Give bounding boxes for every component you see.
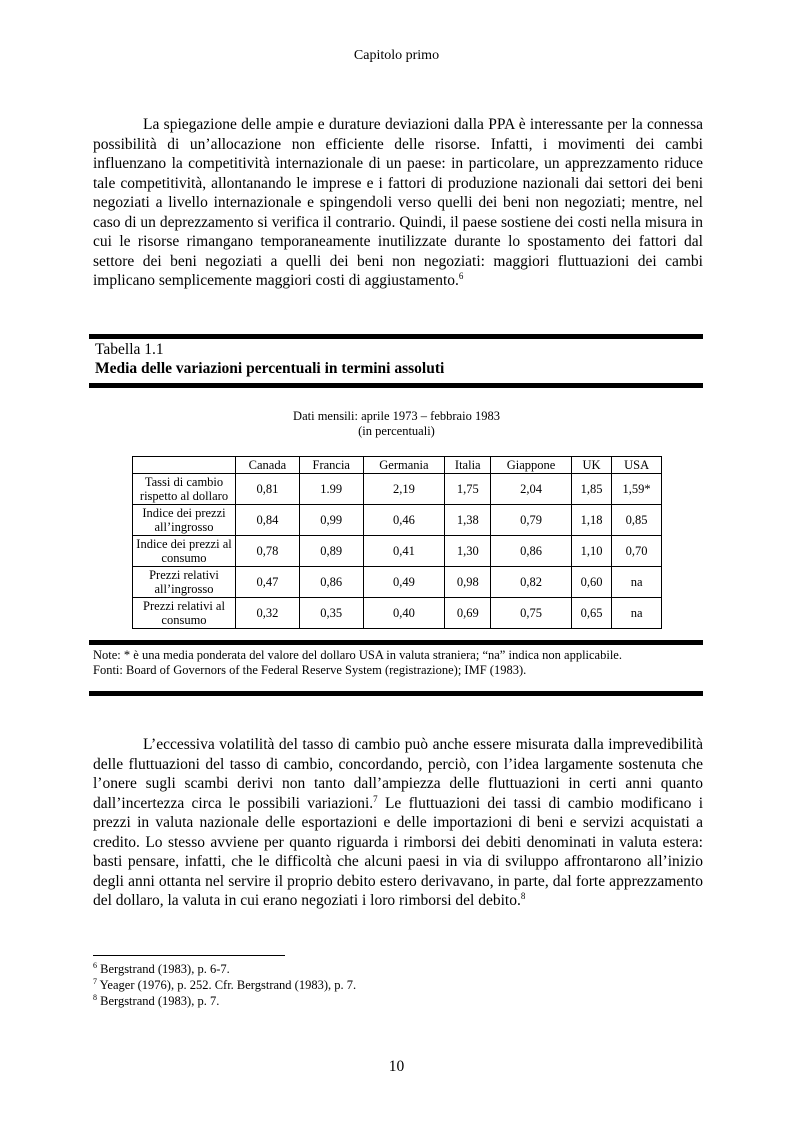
table-row bbox=[133, 536, 662, 567]
footnote-num: 6 bbox=[93, 960, 97, 970]
row-label: Prezzi relativi all’ingrosso bbox=[133, 567, 236, 598]
data-table bbox=[132, 456, 662, 629]
page-number: 10 bbox=[388, 1058, 405, 1075]
footnote-7 bbox=[93, 978, 356, 993]
table-cell: 2,04 bbox=[491, 474, 572, 505]
table-cell: 2,19 bbox=[363, 474, 445, 505]
running-header: Capitolo primo bbox=[353, 48, 440, 63]
table-cell: 0,46 bbox=[363, 505, 445, 536]
table-cell: 0,85 bbox=[612, 505, 662, 536]
table-bottom-rule bbox=[89, 640, 703, 645]
row-label: Indice dei prezzi al consumo bbox=[133, 536, 236, 567]
table-cell: 0,41 bbox=[363, 536, 445, 567]
table-cell: 0,70 bbox=[612, 536, 662, 567]
table-row bbox=[133, 567, 662, 598]
table-cell: na bbox=[612, 567, 662, 598]
table-cell: 0,35 bbox=[299, 598, 363, 629]
col-header-canada: Canada bbox=[236, 457, 300, 474]
table-cell: 0,75 bbox=[491, 598, 572, 629]
table-cell: 1,85 bbox=[571, 474, 611, 505]
table-cell: 1,10 bbox=[571, 536, 611, 567]
table-number: Tabella 1.1 bbox=[95, 341, 164, 358]
row-label: Tassi di cambio rispetto al dollaro bbox=[133, 474, 236, 505]
paragraph-1 bbox=[93, 115, 703, 291]
table-cell: 0,84 bbox=[236, 505, 300, 536]
footnote-text: Yeager (1976), p. 252. Cfr. Bergstrand (1983), p. 7. bbox=[97, 978, 357, 992]
table-cell: 0,82 bbox=[491, 567, 572, 598]
table-row bbox=[133, 474, 662, 505]
table-title: Media delle variazioni percentuali in termini assoluti bbox=[95, 360, 445, 377]
row-label: Prezzi relativi al consumo bbox=[133, 598, 236, 629]
table-cell: 0,86 bbox=[299, 567, 363, 598]
table-cell: 0,99 bbox=[299, 505, 363, 536]
table-header-row bbox=[133, 457, 662, 474]
table-note: Note: * è una media ponderata del valore del dollaro USA in valuta straniera; “na” indica non applicabile. bbox=[93, 648, 622, 662]
col-header-italia: Italia bbox=[445, 457, 491, 474]
table-cell: 0,60 bbox=[571, 567, 611, 598]
table-cell: 0,78 bbox=[236, 536, 300, 567]
table-cell: 0,69 bbox=[445, 598, 491, 629]
table-cell: 0,49 bbox=[363, 567, 445, 598]
col-header-usa: USA bbox=[612, 457, 662, 474]
table-caption-period: Dati mensili: aprile 1973 – febbraio 1983 bbox=[293, 409, 500, 423]
table-cell: 1,38 bbox=[445, 505, 491, 536]
table-cell: 0,89 bbox=[299, 536, 363, 567]
table-top-rule bbox=[89, 334, 703, 339]
table-cell: na bbox=[612, 598, 662, 629]
footnote-ref-6: 6 bbox=[458, 270, 464, 281]
paragraph-1-text: La spiegazione delle ampie e durature deviazioni dalla PPA è interessante per la connessa possibilità di un’allocazione non efficiente delle risorse. Infatti, i movimenti dei cambi influenzano la competitività internazionale di un paese: in particolare, un apprezzamento riduce tale competitività, allontanando le imprese e i fattori di produzione nazionali dai settori dei beni negoziati a livello internazionale e spingendoli verso quelli dei beni non negoziati; mentre, nel caso di un deprezzamento si verifica il contrario. Quindi, il paese sostiene dei costi nella misura in cui le risorse rimangano temporaneamente inutilizzate durante lo spostamento dei fattori dal settore dei beni negoziati a quelli dei beni non negoziati: maggiori fluttuazioni dei cambi implicano semplicemente maggiori costi di aggiustamento. bbox=[93, 116, 703, 289]
row-label: Indice dei prezzi all’ingrosso bbox=[133, 505, 236, 536]
table-cell: 0,32 bbox=[236, 598, 300, 629]
table-cell: 1,30 bbox=[445, 536, 491, 567]
table-title-rule bbox=[89, 383, 703, 388]
footnote-ref-7: 7 bbox=[373, 793, 378, 804]
table-cell: 0,86 bbox=[491, 536, 572, 567]
table-end-rule bbox=[89, 691, 703, 696]
table-cell: 1,18 bbox=[571, 505, 611, 536]
footnote-num: 7 bbox=[93, 976, 97, 986]
col-header-germania: Germania bbox=[363, 457, 445, 474]
table-row bbox=[133, 505, 662, 536]
col-header-francia: Francia bbox=[299, 457, 363, 474]
footnote-6 bbox=[93, 962, 230, 977]
footnote-text: Bergstrand (1983), p. 6-7. bbox=[97, 962, 230, 976]
footnote-separator bbox=[93, 955, 285, 956]
col-header-giappone: Giappone bbox=[491, 457, 572, 474]
table-cell: 0,98 bbox=[445, 567, 491, 598]
table-cell: 0,40 bbox=[363, 598, 445, 629]
table-cell: 0,81 bbox=[236, 474, 300, 505]
table-caption-unit: (in percentuali) bbox=[358, 424, 435, 438]
footnote-ref-8: 8 bbox=[520, 890, 526, 901]
footnote-text: Bergstrand (1983), p. 7. bbox=[97, 994, 220, 1008]
table-sources: Fonti: Board of Governors of the Federal Reserve System (registrazione); IMF (1983). bbox=[93, 663, 527, 677]
table-cell: 0,65 bbox=[571, 598, 611, 629]
table-cell: 1,75 bbox=[445, 474, 491, 505]
table-cell: 1.99 bbox=[299, 474, 363, 505]
paragraph-2 bbox=[93, 735, 703, 911]
table-cell: 0,79 bbox=[491, 505, 572, 536]
table-cell: 1,59* bbox=[612, 474, 662, 505]
footnote-8 bbox=[93, 994, 219, 1009]
table-cell: 0,47 bbox=[236, 567, 300, 598]
col-header-uk: UK bbox=[571, 457, 611, 474]
table-corner-cell bbox=[133, 457, 236, 474]
table-row bbox=[133, 598, 662, 629]
paragraph-2-text-b: Le fluttuazioni dei tassi di cambio modificano i prezzi in valuta nazionale delle esportazioni e delle importazioni di beni e servizi acquistati a credito. Lo stesso avviene per quanto riguarda i rimborsi dei debiti denominati in valuta estera: basti pensare, infatti, che le difficoltà che alcuni paesi in via di sviluppo affrontarono all’inizio degli anni ottanta nel servire il proprio debito estero derivavano, in parte, dal forte apprezzamento del dollaro, la valuta in cui erano negoziati i loro rimborsi del debito. bbox=[93, 794, 703, 909]
footnote-num: 8 bbox=[93, 992, 97, 1002]
paragraph-2-text-a: L’eccessiva volatilità del tasso di cambio può anche essere misurata dalla imprevedibilità delle fluttuazioni del tasso di cambio, concordando, perciò, con l’idea largamente sostenuta che l’onere sugli scambi derivi non tanto dall’ampiezza delle fluttuazioni in certi anni quanto dall’incertezza circa le possibili variazioni. bbox=[93, 736, 703, 812]
